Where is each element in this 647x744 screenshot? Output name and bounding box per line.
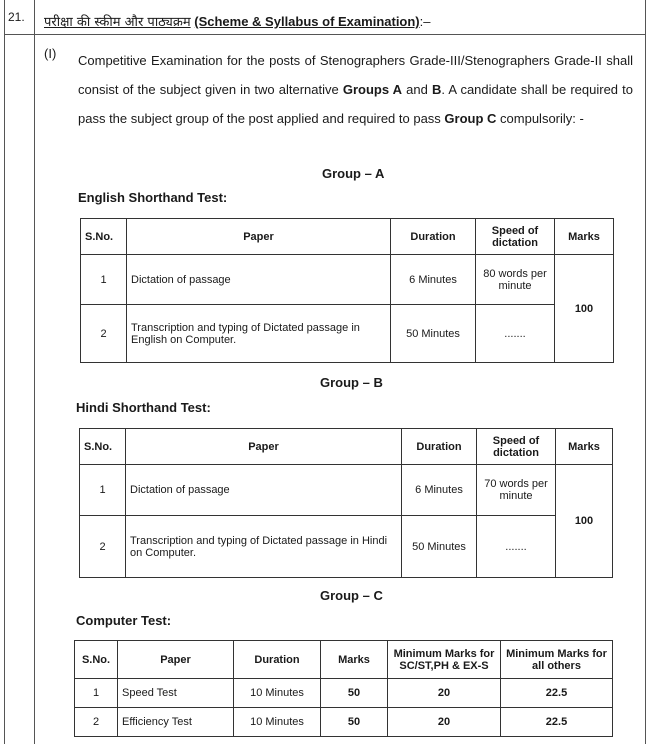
header-divider bbox=[4, 34, 645, 35]
table-header-row bbox=[81, 219, 614, 255]
cell-duration: 6 Minutes bbox=[391, 255, 476, 305]
header-marks: Marks bbox=[555, 219, 614, 255]
header-marks: Marks bbox=[556, 429, 613, 465]
cell-duration: 6 Minutes bbox=[402, 465, 477, 516]
header-speed: Speed of dictation bbox=[476, 219, 555, 255]
para-text-3: . A candidate shall be required to pass the subject group of the post applied and required to pass bbox=[78, 82, 633, 126]
header-marks: Marks bbox=[321, 641, 388, 679]
cell-marks: 50 bbox=[321, 679, 388, 708]
cell-sno: 2 bbox=[80, 516, 126, 578]
group-b-table bbox=[79, 428, 613, 578]
intro-paragraph bbox=[78, 46, 633, 133]
para-group-c: Group C bbox=[444, 111, 497, 126]
header-paper: Paper bbox=[127, 219, 391, 255]
cell-paper: Transcription and typing of Dictated passage in Hindi on Computer. bbox=[126, 516, 402, 578]
group-a-subheading: English Shorthand Test: bbox=[78, 190, 228, 205]
cell-sno: 1 bbox=[80, 465, 126, 516]
group-a-table bbox=[80, 218, 614, 363]
cell-speed: 70 words per minute bbox=[477, 465, 556, 516]
group-b-heading: Group – B bbox=[320, 375, 383, 390]
group-a-heading: Group – A bbox=[322, 166, 385, 181]
cell-sno: 2 bbox=[81, 305, 127, 363]
table-header-row bbox=[80, 429, 613, 465]
cell-min-others: 22.5 bbox=[501, 708, 613, 737]
header-duration: Duration bbox=[402, 429, 477, 465]
table-row bbox=[75, 679, 613, 708]
cell-sno: 1 bbox=[81, 255, 127, 305]
header-paper: Paper bbox=[126, 429, 402, 465]
section-title-hindi: परीक्षा की स्कीम और पाठ्यक्रम bbox=[44, 15, 191, 30]
header-sno: S.No. bbox=[75, 641, 118, 679]
cell-duration: 10 Minutes bbox=[234, 679, 321, 708]
para-text-1: Competitive Examination for the posts of Stenographers Grade-III/Stenographers Grade-II shall consist of the subject given in two alternative bbox=[78, 53, 633, 97]
para-group-b: B bbox=[431, 82, 442, 97]
cell-sno: 2 bbox=[75, 708, 118, 737]
cell-duration: 50 Minutes bbox=[391, 305, 476, 363]
para-text-2: and bbox=[402, 82, 432, 97]
paragraph-number: (I) bbox=[44, 46, 57, 61]
cell-speed: ....... bbox=[476, 305, 555, 363]
cell-paper: Dictation of passage bbox=[127, 255, 391, 305]
cell-min-reserved: 20 bbox=[388, 708, 501, 737]
table-row bbox=[81, 255, 614, 305]
number-column-divider bbox=[34, 0, 35, 744]
cell-paper: Efficiency Test bbox=[118, 708, 234, 737]
header-sno: S.No. bbox=[80, 429, 126, 465]
header-duration: Duration bbox=[234, 641, 321, 679]
group-c-subheading: Computer Test: bbox=[76, 613, 172, 628]
header-min-reserved: Minimum Marks for SC/ST,PH & EX-S bbox=[388, 641, 501, 679]
header-min-others: Minimum Marks for all others bbox=[501, 641, 613, 679]
table-row bbox=[81, 305, 614, 363]
cell-speed: 80 words per minute bbox=[476, 255, 555, 305]
cell-marks: 50 bbox=[321, 708, 388, 737]
table-header-row bbox=[75, 641, 613, 679]
section-title bbox=[44, 12, 430, 30]
group-c-heading: Group – C bbox=[320, 588, 383, 603]
para-groups-a: Groups A bbox=[342, 82, 403, 97]
header-sno: S.No. bbox=[81, 219, 127, 255]
cell-marks: 100 bbox=[556, 465, 613, 578]
cell-paper: Speed Test bbox=[118, 679, 234, 708]
table-row bbox=[80, 516, 613, 578]
cell-min-others: 22.5 bbox=[501, 679, 613, 708]
section-title-suffix: :– bbox=[419, 14, 431, 29]
header-speed: Speed of dictation bbox=[477, 429, 556, 465]
table-row bbox=[80, 465, 613, 516]
cell-duration: 10 Minutes bbox=[234, 708, 321, 737]
header-paper: Paper bbox=[118, 641, 234, 679]
cell-marks: 100 bbox=[555, 255, 614, 363]
cell-min-reserved: 20 bbox=[388, 679, 501, 708]
section-title-english: (Scheme & Syllabus of Examination) bbox=[194, 14, 420, 29]
cell-sno: 1 bbox=[75, 679, 118, 708]
table-row bbox=[75, 708, 613, 737]
header-duration: Duration bbox=[391, 219, 476, 255]
para-text-4: compulsorily: - bbox=[496, 111, 584, 126]
cell-paper: Transcription and typing of Dictated passage in English on Computer. bbox=[127, 305, 391, 363]
cell-paper: Dictation of passage bbox=[126, 465, 402, 516]
group-c-table bbox=[74, 640, 613, 737]
section-number: 21. bbox=[8, 10, 25, 24]
group-b-subheading: Hindi Shorthand Test: bbox=[76, 400, 211, 415]
cell-speed: ....... bbox=[477, 516, 556, 578]
cell-duration: 50 Minutes bbox=[402, 516, 477, 578]
